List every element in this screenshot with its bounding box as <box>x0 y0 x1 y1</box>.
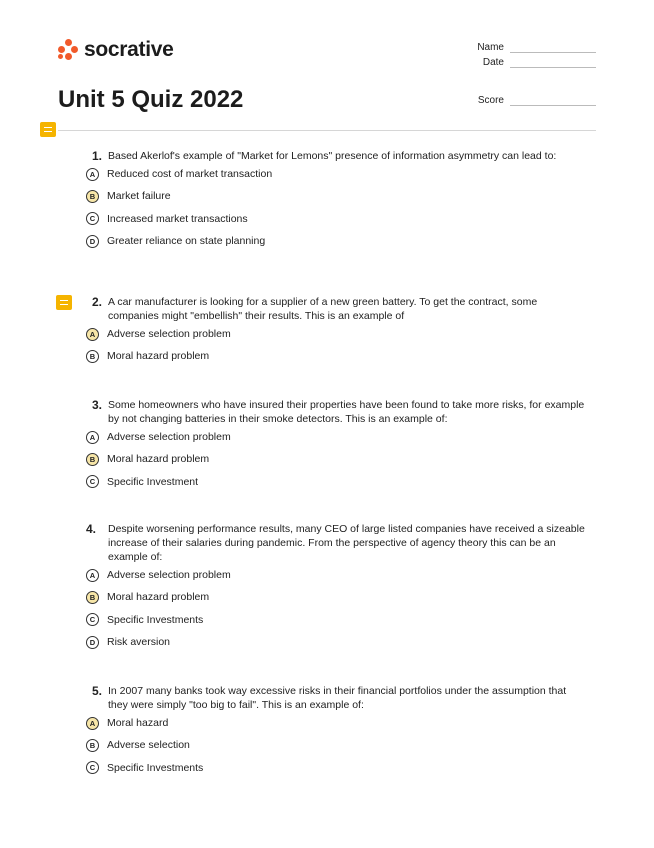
option-text: Moral hazard problem <box>107 453 210 466</box>
option-text: Moral hazard <box>107 717 169 730</box>
question-text: Despite worsening performance results, many CEO of large listed companies have received a sizeable increase of their salaries during pandemic. From the perspective of agency theory this can be an example of: <box>108 523 585 563</box>
answer-option[interactable] <box>86 734 586 756</box>
option-badge: C <box>86 613 99 626</box>
question-5 <box>86 684 586 779</box>
question-3 <box>86 398 586 493</box>
date-line <box>510 58 596 68</box>
question-number: 5. <box>92 684 103 698</box>
option-badge: A <box>86 431 99 444</box>
option-badge: D <box>86 235 99 248</box>
option-text: Greater reliance on state planning <box>107 235 266 248</box>
option-badge: B <box>86 453 99 466</box>
question-number: 3. <box>92 398 103 412</box>
name-label: Name <box>477 42 504 53</box>
question-2 <box>86 295 586 368</box>
question-1 <box>86 149 586 252</box>
option-badge: B <box>86 739 99 752</box>
score-row <box>478 95 596 106</box>
option-text: Adverse selection problem <box>107 569 231 582</box>
option-text: Reduced cost of market transaction <box>107 168 273 181</box>
answer-option[interactable] <box>86 757 586 779</box>
option-text: Market failure <box>107 190 171 203</box>
question-text: Some homeowners who have insured their properties have been found to take more risks, for example by not changing batteries in their smoke detectors. This is an example of: <box>108 399 585 425</box>
answer-option[interactable] <box>86 345 586 367</box>
option-badge: C <box>86 761 99 774</box>
date-label: Date <box>482 57 504 68</box>
header-divider <box>58 130 596 131</box>
answer-option[interactable] <box>86 586 586 608</box>
option-text: Increased market transactions <box>107 212 248 225</box>
option-badge: B <box>86 190 99 203</box>
option-badge: C <box>86 475 99 488</box>
option-badge: A <box>86 569 99 582</box>
name-line <box>510 43 596 53</box>
option-badge: B <box>86 350 99 363</box>
answer-option[interactable] <box>86 230 586 252</box>
answer-option[interactable] <box>86 471 586 493</box>
option-text: Moral hazard problem <box>107 350 210 363</box>
answer-option[interactable] <box>86 609 586 631</box>
brand-name: socrative <box>84 38 174 61</box>
question-number: 1. <box>92 149 103 163</box>
option-badge: B <box>86 591 99 604</box>
quiz-title: Unit 5 Quiz 2022 <box>58 86 244 113</box>
question-text: A car manufacturer is looking for a supplier of a new green battery. To get the contract, some companies might "embellish" their results. This is an example of <box>108 296 538 322</box>
comment-flag-icon[interactable] <box>56 295 72 310</box>
answer-option[interactable] <box>86 185 586 207</box>
option-badge: D <box>86 636 99 649</box>
score-label: Score <box>477 95 504 106</box>
option-text: Moral hazard problem <box>107 591 210 604</box>
option-text: Adverse selection problem <box>107 431 231 444</box>
option-text: Adverse selection problem <box>107 328 231 341</box>
option-badge: A <box>86 717 99 730</box>
option-badge: A <box>86 168 99 181</box>
option-badge: C <box>86 212 99 225</box>
question-text: Based Akerlof's example of "Market for Lemons" presence of information asymmetry can lead to: <box>108 150 557 162</box>
option-text: Specific Investments <box>107 761 204 774</box>
answer-option[interactable] <box>86 426 586 448</box>
date-row <box>483 57 596 68</box>
option-text: Adverse selection <box>107 739 190 752</box>
option-text: Specific Investment <box>107 475 199 488</box>
question-number: 4. <box>86 522 97 536</box>
logo-dots-icon <box>58 39 78 61</box>
socrative-logo <box>58 38 174 62</box>
question-text: In 2007 many banks took way excessive risks in their financial portfolios under the assumption that they were simply "too big to fail". This is an example of: <box>108 685 567 711</box>
answer-option[interactable] <box>86 448 586 470</box>
answer-option[interactable] <box>86 631 586 653</box>
question-number: 2. <box>92 295 103 309</box>
question-4 <box>86 522 586 653</box>
option-text: Specific Investments <box>107 613 204 626</box>
answer-option[interactable] <box>86 564 586 586</box>
answer-option[interactable] <box>86 712 586 734</box>
option-text: Risk aversion <box>107 636 171 649</box>
score-line <box>510 96 596 106</box>
answer-option[interactable] <box>86 323 586 345</box>
option-badge: A <box>86 328 99 341</box>
answer-option[interactable] <box>86 163 586 185</box>
comment-flag-icon[interactable] <box>40 122 56 137</box>
name-row <box>477 42 596 53</box>
answer-option[interactable] <box>86 208 586 230</box>
